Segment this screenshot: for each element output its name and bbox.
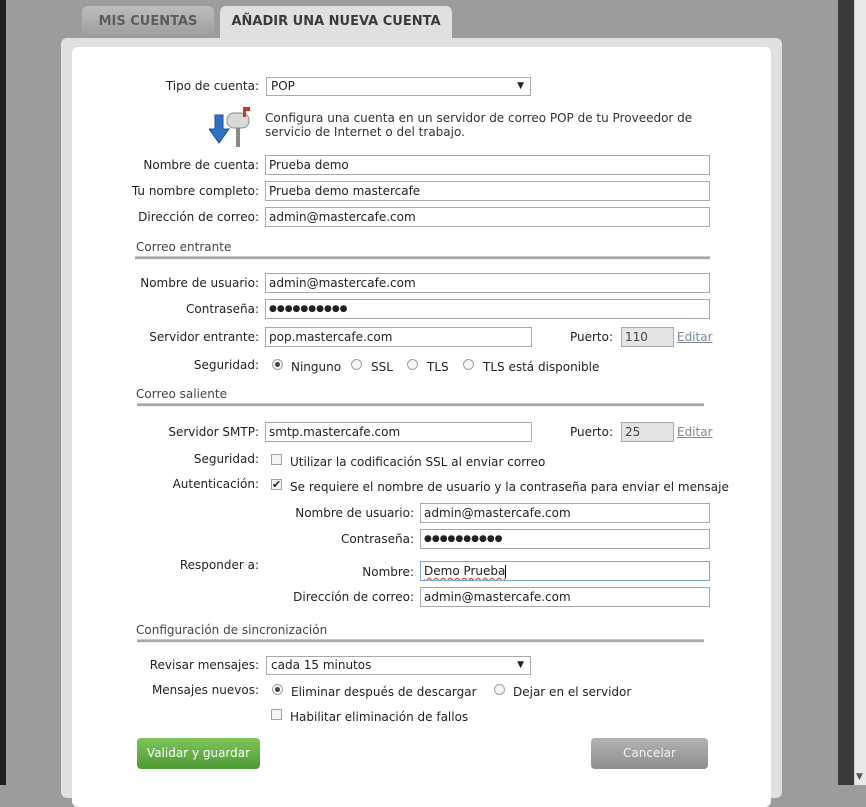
failure-delete-checkbox[interactable]: [271, 709, 282, 720]
incoming-password-label: Contraseña:: [186, 302, 259, 316]
incoming-server-input[interactable]: pop.mastercafe.com: [265, 327, 532, 347]
smtp-password-input[interactable]: ●●●●●●●●●●: [420, 529, 710, 549]
new-messages-label: Mensajes nuevos:: [151, 683, 259, 697]
account-type-description: Configura una cuenta en un servidor de correo POP de tu Proveedor de servicio de Internet o del trabajo.: [265, 111, 693, 139]
security-none-label: Ninguno: [291, 360, 342, 374]
check-messages-value: cada 15 minutos: [271, 658, 372, 672]
reply-name-value: Demo Prueba: [424, 564, 506, 578]
leave-on-server-radio[interactable]: [494, 684, 505, 695]
security-tls-radio[interactable]: [407, 359, 418, 370]
account-name-input[interactable]: Prueba demo: [265, 155, 710, 175]
save-button[interactable]: Validar y guardar: [137, 738, 260, 769]
window-edge-left: [0, 0, 6, 785]
incoming-server-label: Servidor entrante:: [149, 330, 259, 344]
mailbox-download-icon: [209, 105, 255, 147]
tab-my-accounts[interactable]: MIS CUENTAS: [82, 6, 214, 39]
smtp-username-label: Nombre de usuario:: [295, 506, 414, 520]
delete-after-download-label: Eliminar después de descargar: [291, 685, 477, 699]
outgoing-divider: [137, 403, 704, 407]
authentication-label: Autenticación:: [172, 477, 259, 491]
smtp-port-label: Puerto:: [569, 425, 613, 439]
smtp-username-input[interactable]: admin@mastercafe.com: [420, 503, 710, 523]
full-name-label: Tu nombre completo:: [131, 184, 259, 198]
security-none-radio[interactable]: [272, 359, 283, 370]
security-ssl-radio[interactable]: [351, 359, 362, 370]
incoming-username-input[interactable]: admin@mastercafe.com: [265, 273, 710, 293]
delete-after-download-radio[interactable]: [272, 684, 283, 695]
incoming-username-label: Nombre de usuario:: [140, 276, 259, 290]
outgoing-security-label: Seguridad:: [193, 452, 259, 466]
auth-required-checkbox[interactable]: ✔: [272, 478, 282, 491]
reply-name-label: Nombre:: [362, 565, 414, 579]
smtp-server-label: Servidor SMTP:: [168, 425, 259, 439]
sync-divider: [137, 639, 704, 643]
sync-section-title: Configuración de sincronización: [136, 623, 328, 637]
leave-on-server-label: Dejar en el servidor: [513, 685, 632, 699]
ssl-send-label: Utilizar la codificación SSL al enviar correo: [290, 455, 546, 469]
email-address-input[interactable]: admin@mastercafe.com: [265, 207, 710, 227]
tab-add-account[interactable]: AÑADIR UNA NUEVA CUENTA: [220, 6, 452, 39]
incoming-divider: [135, 256, 710, 260]
incoming-port-edit-link[interactable]: Editar: [677, 330, 713, 344]
smtp-port-edit-link[interactable]: Editar: [677, 425, 713, 439]
incoming-port-input[interactable]: 110: [621, 327, 674, 347]
account-type-label: Tipo de cuenta:: [165, 79, 259, 93]
account-type-value: POP: [271, 79, 295, 93]
failure-delete-label: Habilitar eliminación de fallos: [290, 710, 469, 724]
outgoing-section-title: Correo saliente: [136, 387, 228, 401]
smtp-password-label: Contraseña:: [341, 532, 414, 546]
dropdown-arrow-icon: ▼: [517, 81, 524, 91]
smtp-port-input[interactable]: 25: [621, 422, 674, 442]
security-ssl-label: SSL: [371, 360, 393, 374]
incoming-section-title: Correo entrante: [136, 240, 232, 254]
dropdown-arrow-icon: ▼: [517, 660, 524, 670]
account-name-label: Nombre de cuenta:: [143, 158, 259, 172]
email-address-label: Dirección de correo:: [138, 210, 259, 224]
security-tls-available-radio[interactable]: [463, 359, 474, 370]
check-messages-select[interactable]: [266, 656, 531, 675]
text-caret: [505, 565, 506, 578]
reply-name-input[interactable]: [420, 561, 710, 581]
scroll-down-arrow-icon[interactable]: ▼: [856, 772, 863, 782]
smtp-server-input[interactable]: smtp.mastercafe.com: [265, 422, 532, 442]
reply-email-label: Dirección de correo:: [293, 590, 414, 604]
reply-to-label: Responder a:: [179, 558, 259, 572]
account-type-select[interactable]: [266, 77, 531, 96]
incoming-security-label: Seguridad:: [193, 358, 259, 372]
check-messages-label: Revisar mensajes:: [149, 658, 259, 672]
full-name-input[interactable]: Prueba demo mastercafe: [265, 181, 710, 201]
security-tls-label: TLS: [427, 360, 449, 374]
reply-email-input[interactable]: admin@mastercafe.com: [420, 587, 710, 607]
security-tls-available-label: TLS está disponible: [483, 360, 600, 374]
cancel-button[interactable]: Cancelar: [591, 738, 708, 769]
incoming-port-label: Puerto:: [569, 330, 613, 344]
incoming-password-input[interactable]: ●●●●●●●●●●: [265, 299, 710, 319]
vertical-scrollbar[interactable]: [854, 0, 866, 785]
auth-required-label: Se requiere el nombre de usuario y la contraseña para enviar el mensaje: [290, 480, 729, 494]
window-edge-right: [838, 0, 854, 785]
ssl-send-checkbox[interactable]: [271, 454, 282, 465]
